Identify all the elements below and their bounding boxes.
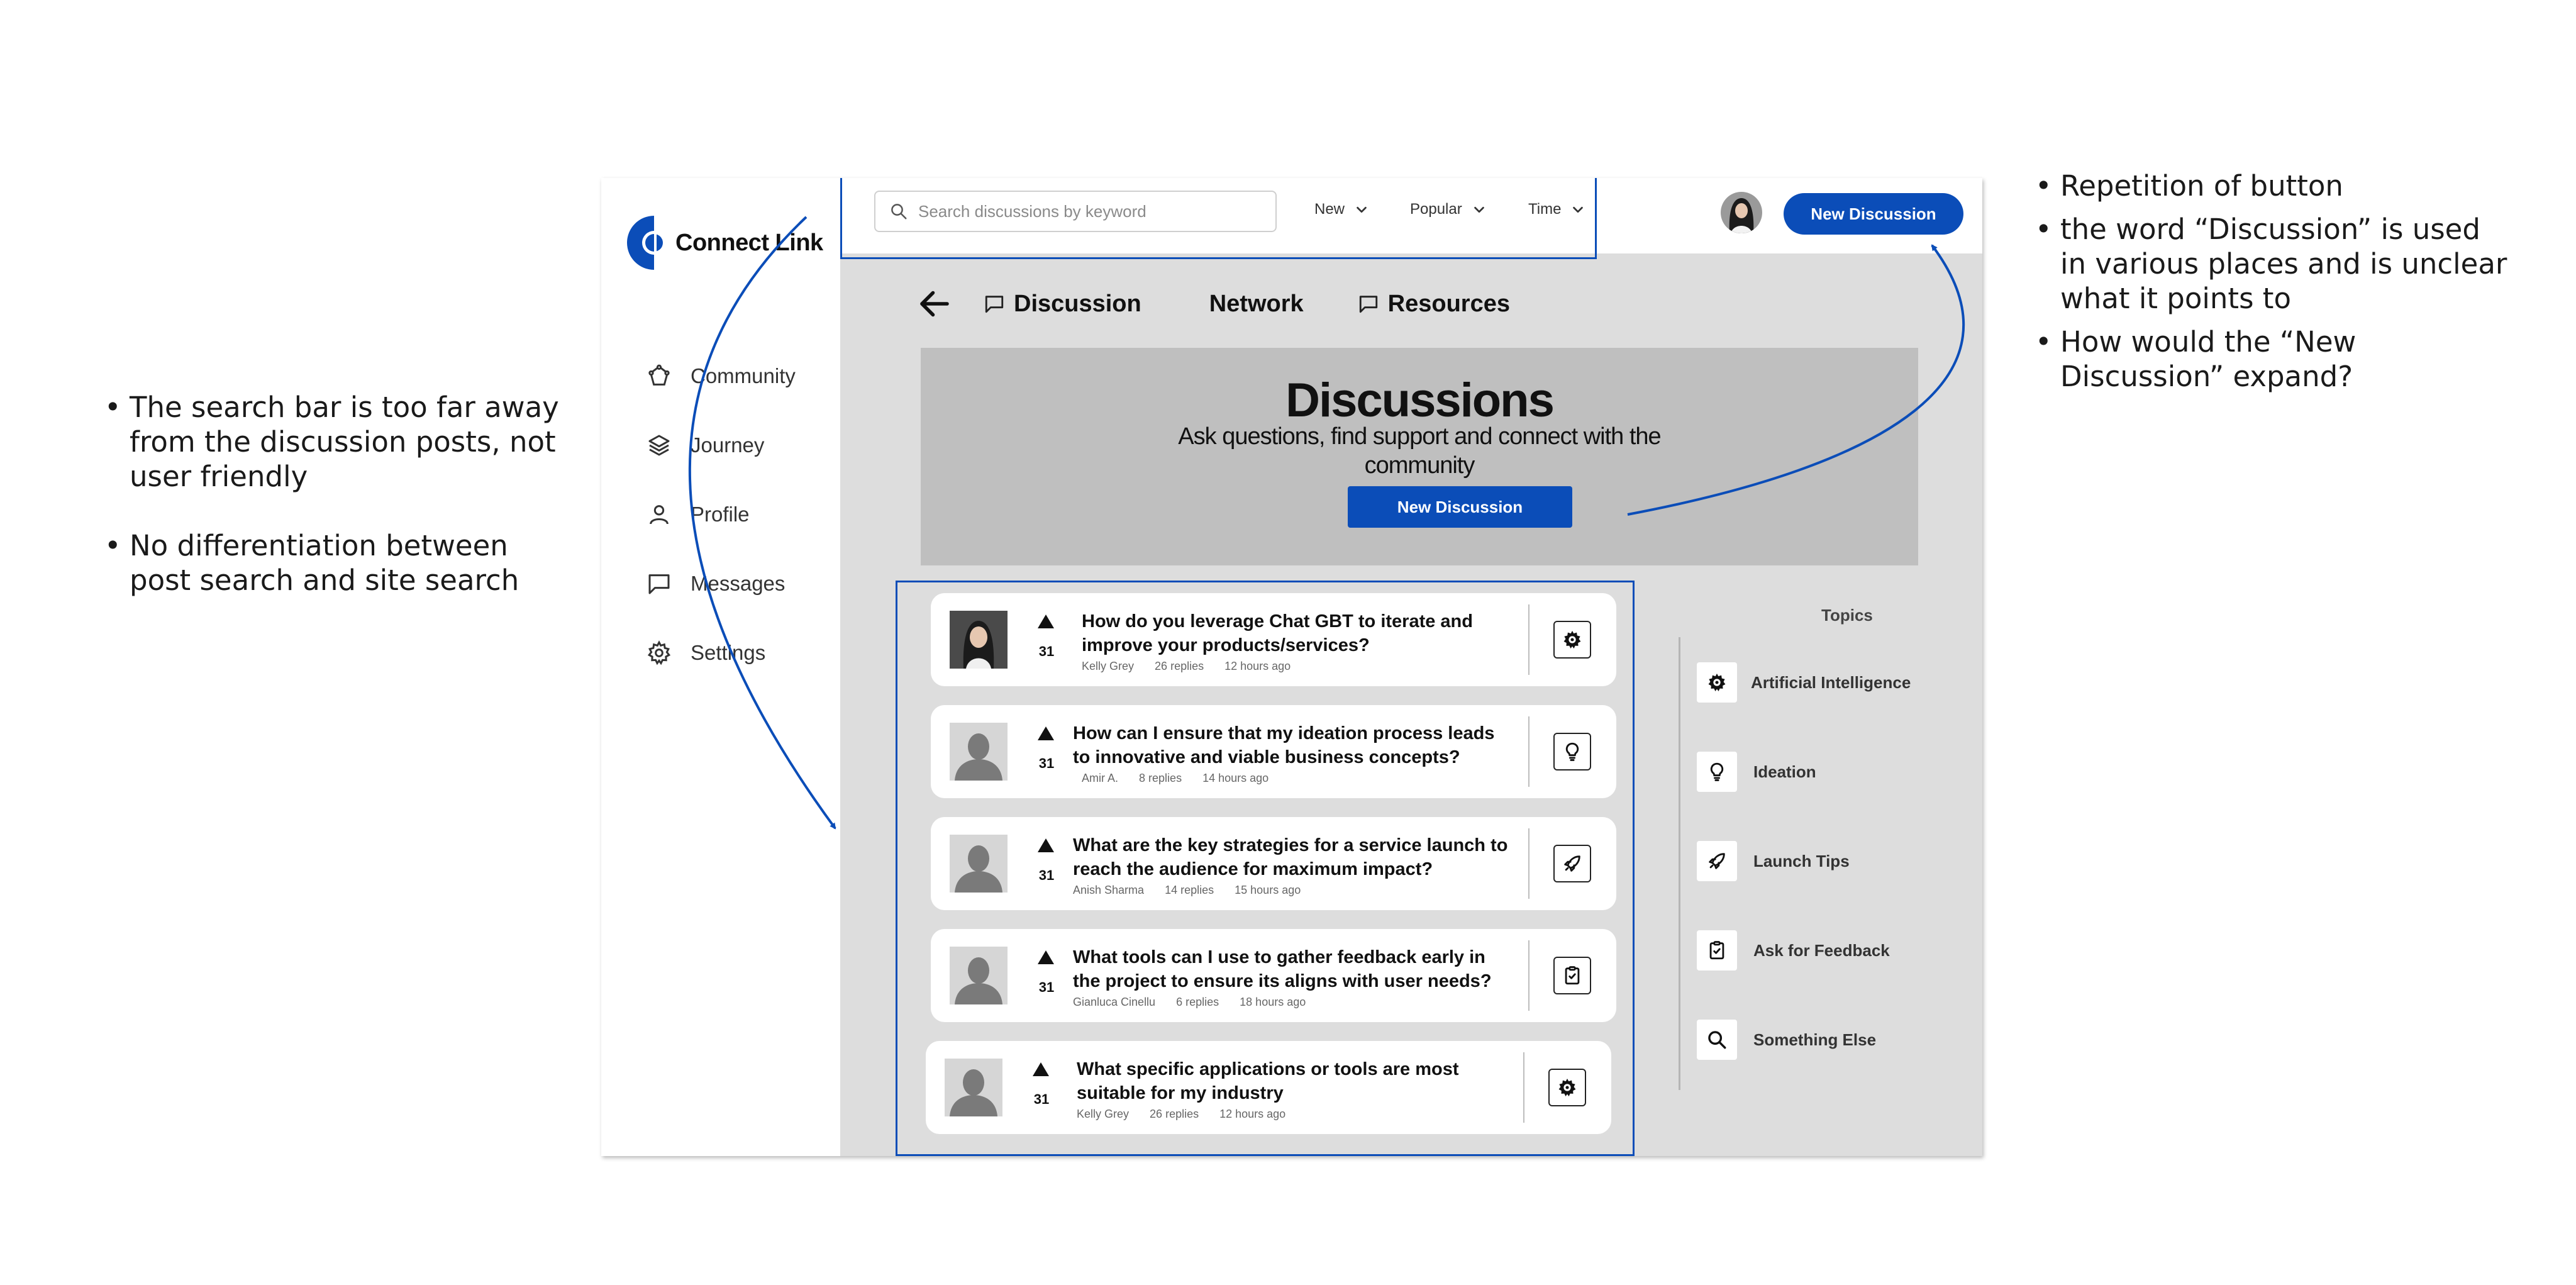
post-replies: 6 replies <box>1176 996 1219 1008</box>
post-title[interactable]: What are the key strategies for a service launch to reach the audience for maximum impact? <box>1073 835 1508 879</box>
tab-bar <box>916 285 1510 323</box>
annotation-note: • No differentiation between post search and site search <box>102 528 567 598</box>
topic-label: Ask for Feedback <box>1753 940 1890 960</box>
post-author[interactable]: Kelly Grey <box>1077 1108 1130 1120</box>
annotation-note: • How would the “New Discussion” expand? <box>2033 325 2511 394</box>
topic-badge[interactable] <box>1553 845 1591 882</box>
sidebar-item-messages[interactable] <box>647 549 796 618</box>
upvote-icon[interactable] <box>1038 615 1054 628</box>
chat-icon <box>1358 293 1379 314</box>
topic-badge[interactable] <box>1553 733 1591 770</box>
search-input[interactable]: Search discussions by keyword <box>918 201 1146 221</box>
tab-network[interactable] <box>1209 291 1304 318</box>
topic-item-something-else[interactable] <box>1697 1020 1876 1060</box>
topic-item-feedback[interactable] <box>1697 930 1890 971</box>
topic-label: Artificial Intelligence <box>1751 672 1911 692</box>
topic-icon <box>1697 930 1737 971</box>
post-time: 14 hours ago <box>1202 772 1269 784</box>
new-discussion-button[interactable]: New Discussion <box>1784 193 1963 235</box>
post-author[interactable]: Kelly Grey <box>1082 660 1135 672</box>
topic-label: Ideation <box>1753 762 1816 781</box>
topic-item-launch-tips[interactable] <box>1697 841 1850 881</box>
clipboard-check-icon <box>1706 940 1728 961</box>
discussion-post[interactable] <box>931 593 1616 686</box>
post-replies: 8 replies <box>1139 772 1182 784</box>
avatar-placeholder-icon <box>945 1059 1002 1116</box>
post-meta <box>1073 884 1318 897</box>
discussion-post[interactable] <box>931 705 1616 798</box>
avatar <box>950 835 1008 893</box>
avatar-photo <box>1721 192 1762 233</box>
annotation-note: • The search bar is too far away from the discussion posts, not user friendly <box>102 390 567 494</box>
avatar-placeholder-icon <box>950 947 1008 1004</box>
post-replies: 14 replies <box>1165 884 1214 896</box>
post-time: 15 hours ago <box>1235 884 1301 896</box>
divider <box>1528 604 1530 675</box>
topic-icon <box>1697 752 1737 792</box>
chat-icon <box>984 293 1005 314</box>
post-replies: 26 replies <box>1150 1108 1199 1120</box>
topic-badge[interactable] <box>1553 621 1591 659</box>
post-author[interactable]: Amir A. <box>1082 772 1119 784</box>
gear-icon <box>647 640 672 665</box>
sidebar-nav <box>647 342 796 687</box>
hero-title: Discussions <box>1285 374 1553 427</box>
vote-count: 31 <box>1038 867 1055 883</box>
post-title[interactable]: How can I ensure that my ideation process leads to innovative and viable business concepts? <box>1073 723 1495 767</box>
ai-chip-icon <box>1557 1077 1578 1098</box>
topic-icon <box>1697 662 1737 703</box>
tab-label: Discussion <box>1014 290 1141 317</box>
discussion-post[interactable] <box>931 817 1616 910</box>
avatar-photo <box>950 611 1008 669</box>
avatar <box>950 611 1008 669</box>
app-mockup <box>601 178 1982 1156</box>
sidebar-item-community[interactable] <box>647 342 796 411</box>
sidebar-item-label: Profile <box>691 503 750 526</box>
post-author[interactable]: Gianluca Cinellu <box>1073 996 1156 1008</box>
vote-count: 31 <box>1038 643 1055 659</box>
user-avatar[interactable] <box>1721 192 1762 233</box>
chat-icon <box>647 571 672 596</box>
ai-chip-icon <box>1706 672 1728 693</box>
discussion-post[interactable] <box>931 929 1616 1022</box>
post-meta <box>1082 660 1308 673</box>
avatar-placeholder-icon <box>950 723 1008 781</box>
upvote-icon[interactable] <box>1038 838 1054 852</box>
filter-label: Time <box>1528 201 1562 218</box>
clipboard-check-icon <box>1562 965 1583 986</box>
post-replies: 26 replies <box>1155 660 1204 672</box>
avatar-placeholder-icon <box>950 835 1008 893</box>
post-title[interactable]: What specific applications or tools are most suitable for my industry <box>1077 1059 1459 1103</box>
divider <box>1528 716 1530 787</box>
avatar <box>950 947 1008 1004</box>
sidebar-item-settings[interactable] <box>647 618 796 687</box>
sidebar-item-journey[interactable] <box>647 411 796 480</box>
vote-count: 31 <box>1038 979 1055 995</box>
tab-discussion[interactable] <box>984 291 1141 318</box>
topic-item-ideation[interactable] <box>1697 752 1816 792</box>
upvote-icon[interactable] <box>1038 726 1054 740</box>
vote-count: 31 <box>1033 1091 1050 1107</box>
user-icon <box>647 502 672 527</box>
topic-icon <box>1697 1020 1737 1060</box>
topics-divider <box>1679 637 1680 1090</box>
topic-label: Launch Tips <box>1753 851 1850 871</box>
hero-banner <box>921 348 1918 565</box>
filter-label: Popular <box>1410 201 1462 218</box>
community-icon <box>647 364 672 389</box>
post-meta <box>1073 996 1323 1009</box>
post-time: 12 hours ago <box>1224 660 1291 672</box>
search-highlight-box <box>840 178 1597 259</box>
annotation-list-right <box>2033 169 2511 403</box>
tab-label: Resources <box>1387 290 1510 317</box>
topics-heading: Topics <box>1821 606 1873 625</box>
sidebar-item-label: Journey <box>691 433 765 457</box>
search-icon <box>1706 1029 1728 1050</box>
post-time: 12 hours ago <box>1219 1108 1286 1120</box>
avatar <box>950 723 1008 781</box>
avatar <box>945 1059 1002 1116</box>
lightbulb-icon <box>1562 741 1583 762</box>
post-author[interactable]: Anish Sharma <box>1073 884 1145 896</box>
topic-badge[interactable] <box>1553 957 1591 994</box>
hero-subtitle: Ask questions, find support and connect with the community <box>1178 423 1661 479</box>
vote-count: 31 <box>1038 755 1055 771</box>
logo-text: Connect Link <box>675 229 823 256</box>
upvote-icon[interactable] <box>1038 950 1054 964</box>
divider <box>1528 940 1530 1011</box>
rocket-icon <box>1706 850 1728 872</box>
filter-label: New <box>1314 201 1345 218</box>
tab-resources[interactable] <box>1358 291 1510 318</box>
upvote-icon[interactable] <box>1033 1062 1049 1076</box>
annotation-list-left <box>102 390 567 632</box>
post-meta <box>1077 1108 1303 1121</box>
sidebar-item-label: Settings <box>691 641 766 664</box>
rocket-icon <box>1562 853 1583 874</box>
main-content <box>840 253 1982 1156</box>
post-title[interactable]: What tools can I use to gather feedback early in the project to ensure its aligns with user needs? <box>1073 947 1492 991</box>
annotation-note: • the word “Discussion” is used in various places and is unclear what it points to <box>2033 212 2511 316</box>
new-discussion-button[interactable]: New Discussion <box>1348 486 1572 528</box>
divider <box>1523 1052 1524 1123</box>
sidebar-item-label: Community <box>691 364 796 387</box>
post-title[interactable]: How do you leverage Chat GBT to iterate and improve your products/services? <box>1082 611 1473 655</box>
lightbulb-icon <box>1706 761 1728 782</box>
tab-label: Network <box>1209 290 1304 317</box>
topic-icon <box>1697 841 1737 881</box>
logo-mark-icon <box>626 214 668 271</box>
back-arrow-icon[interactable] <box>916 285 953 323</box>
annotation-note: • Repetition of button <box>2033 169 2511 203</box>
post-time: 18 hours ago <box>1240 996 1306 1008</box>
post-meta <box>1082 772 1286 785</box>
logo[interactable] <box>626 214 823 271</box>
sidebar-item-profile[interactable] <box>647 480 796 549</box>
layers-icon <box>647 433 672 458</box>
sidebar-item-label: Messages <box>691 572 786 595</box>
topic-badge[interactable] <box>1548 1069 1586 1106</box>
divider <box>1528 828 1530 899</box>
discussion-post[interactable] <box>926 1041 1611 1134</box>
topic-item-ai[interactable] <box>1697 662 1911 703</box>
ai-chip-icon <box>1562 629 1583 650</box>
topic-label: Something Else <box>1753 1030 1877 1049</box>
